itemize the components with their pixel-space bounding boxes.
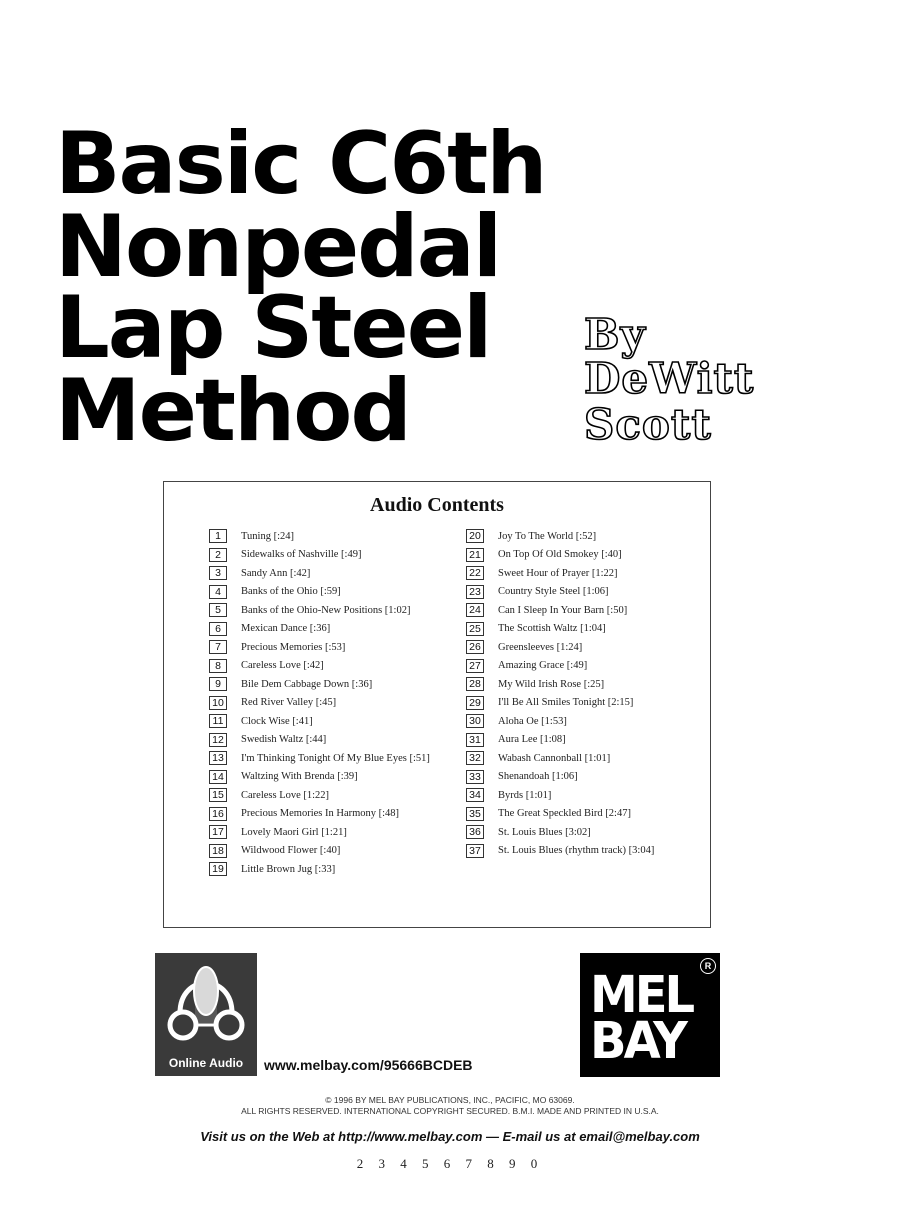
track-number: 12 [209,733,227,747]
track-title: The Great Speckled Bird [2:47] [498,808,631,820]
track-number: 23 [466,585,484,599]
track-number: 24 [466,603,484,617]
copyright-line-1: © 1996 BY MEL BAY PUBLICATIONS, INC., PACIFIC, MO 63069. [325,1095,575,1105]
track-list-item [209,657,430,676]
track-list-item [466,564,654,583]
track-title: Careless Love [:42] [241,660,324,672]
track-list-item [466,731,654,750]
track-list-item [209,620,430,639]
track-title: Sandy Ann [:42] [241,567,311,579]
track-list-item [209,823,430,842]
track-list-item [209,712,430,731]
track-list-item [209,842,430,861]
book-title-line-4: Method [55,361,410,461]
byline-last-name: Scott [584,400,712,449]
track-title: Lovely Maori Girl [1:21] [241,826,347,838]
track-number: 4 [209,585,227,599]
track-title: Precious Memories [:53] [241,641,346,653]
track-number: 15 [209,788,227,802]
track-number: 31 [466,733,484,747]
track-list-item [466,694,654,713]
track-list-item [466,842,654,861]
track-number: 25 [466,622,484,636]
track-list-item [466,675,654,694]
track-title: Red River Valley [:45] [241,697,337,709]
print-number-line: 2 3 4 5 6 7 8 9 0 [356,1156,544,1171]
track-number: 17 [209,825,227,839]
track-number: 29 [466,696,484,710]
track-title: Swedish Waltz [:44] [241,734,327,746]
track-number: 26 [466,640,484,654]
track-list-item [209,768,430,787]
track-title: Amazing Grace [:49] [498,660,588,672]
track-list-item [466,527,654,546]
track-number: 18 [209,844,227,858]
track-list-item [209,546,430,565]
track-list-item [209,564,430,583]
track-title: Little Brown Jug [:33] [241,863,336,875]
track-title: St. Louis Blues [3:02] [498,826,591,838]
mel-bay-logo [580,953,720,1077]
track-title: Sidewalks of Nashville [:49] [241,549,362,561]
track-list-item [209,805,430,824]
track-title: Wildwood Flower [:40] [241,845,341,857]
track-list-item [466,638,654,657]
track-number: 27 [466,659,484,673]
online-audio-url[interactable]: www.melbay.com/95666BCDEB [264,1057,473,1073]
track-number: 36 [466,825,484,839]
track-title: Wabash Cannonball [1:01] [498,752,611,764]
track-title: I'll Be All Smiles Tonight [2:15] [498,697,634,709]
track-number: 35 [466,807,484,821]
track-number: 30 [466,714,484,728]
track-list-item [466,749,654,768]
track-title: Banks of the Ohio [:59] [241,586,341,598]
track-number: 7 [209,640,227,654]
track-number: 16 [209,807,227,821]
track-title: Tuning [:24] [241,530,294,542]
track-list-item [466,583,654,602]
track-number: 28 [466,677,484,691]
track-list-item [466,823,654,842]
track-title: Careless Love [1:22] [241,789,330,801]
track-number: 11 [209,714,227,728]
track-number: 1 [209,529,227,543]
online-audio-logo [155,953,257,1076]
byline-by: By [584,310,646,359]
track-title: Sweet Hour of Prayer [1:22] [498,567,618,579]
track-list-item [209,527,430,546]
track-title: Greensleeves [1:24] [498,641,583,653]
track-number: 21 [466,548,484,562]
audio-contents-heading: Audio Contents [370,494,504,516]
track-title: Clock Wise [:41] [241,715,313,727]
track-list-item [209,638,430,657]
track-title: Joy To The World [:52] [498,530,597,542]
track-title: The Scottish Waltz [1:04] [498,623,606,635]
track-list-item [209,694,430,713]
track-title: Country Style Steel [1:06] [498,586,609,598]
track-number: 6 [209,622,227,636]
track-list-item [209,786,430,805]
headphones-icon [155,953,257,1050]
track-number: 34 [466,788,484,802]
track-title: Aloha Oe [1:53] [498,715,567,727]
track-number: 5 [209,603,227,617]
track-list-item [209,583,430,602]
track-list-item [466,768,654,787]
track-title: Bile Dem Cabbage Down [:36] [241,678,373,690]
track-title: Aura Lee [1:08] [498,734,566,746]
audio-contents-box [163,481,711,928]
track-list-item [466,546,654,565]
track-number: 8 [209,659,227,673]
mel-bay-logo-line-2: BAY [590,1011,685,1071]
track-title: On Top Of Old Smokey [:40] [498,549,622,561]
byline-first-name: DeWitt [584,354,755,403]
track-list-item [466,805,654,824]
track-number: 33 [466,770,484,784]
track-title: Shenandoah [1:06] [498,771,578,783]
track-list-item [209,860,430,879]
track-list-item [466,620,654,639]
mel-bay-logo-line-1: MEL [590,965,693,1025]
track-list-item [466,601,654,620]
online-audio-label: Online Audio [155,1050,257,1076]
track-title: Mexican Dance [:36] [241,623,331,635]
track-title: Precious Memories In Harmony [:48] [241,808,400,820]
track-number: 10 [209,696,227,710]
book-title-line-1: Basic C6th [55,114,546,214]
track-number: 32 [466,751,484,765]
track-number: 3 [209,566,227,580]
track-number: 19 [209,862,227,876]
track-number: 20 [466,529,484,543]
track-title: I'm Thinking Tonight Of My Blue Eyes [:51] [241,752,430,764]
track-number: 14 [209,770,227,784]
registered-mark-icon: R [700,958,716,974]
track-list-item [466,712,654,731]
copyright-line-2: ALL RIGHTS RESERVED. INTERNATIONAL COPYRIGHT SECURED. B.M.I. MADE AND PRINTED IN U.S.A. [241,1106,659,1116]
track-number: 13 [209,751,227,765]
track-list-left [209,527,430,879]
track-list-item [209,749,430,768]
track-list-right [466,527,654,860]
book-title-line-2: Nonpedal [55,197,501,297]
track-number: 22 [466,566,484,580]
track-number: 2 [209,548,227,562]
track-list-item [466,786,654,805]
track-title: Waltzing With Brenda [:39] [241,771,358,783]
track-list-item [209,731,430,750]
track-title: My Wild Irish Rose [:25] [498,678,605,690]
track-title: Banks of the Ohio-New Positions [1:02] [241,604,411,616]
track-title: Can I Sleep In Your Barn [:50] [498,604,628,616]
track-title: St. Louis Blues (rhythm track) [3:04] [498,845,655,857]
track-list-item [209,675,430,694]
book-title-line-3: Lap Steel [55,278,491,378]
web-email-line: Visit us on the Web at http://www.melbay.com — E-mail us at email@melbay.com [200,1129,700,1144]
track-number: 9 [209,677,227,691]
track-list-item [209,601,430,620]
track-list-item [466,657,654,676]
track-title: Byrds [1:01] [498,789,552,801]
track-number: 37 [466,844,484,858]
